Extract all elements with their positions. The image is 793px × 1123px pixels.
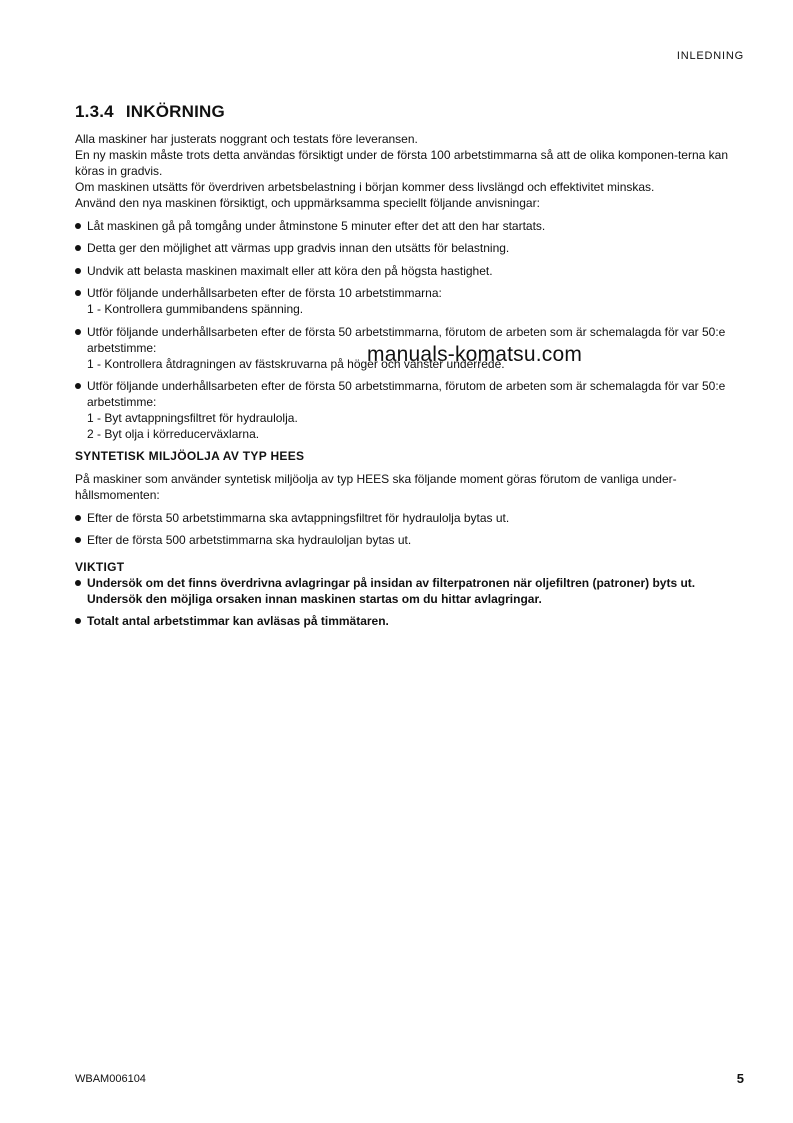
list-item [75,240,745,256]
important-notice [75,559,745,629]
list-item-text: Efter de första 500 arbetstimmarna ska hydrauloljan bytas ut. [87,533,412,547]
list-item [75,378,745,442]
list-subitem: 1 - Byt avtappningsfiltret för hydraulolja. [87,411,298,425]
list-item [75,263,745,279]
hees-list [75,510,745,549]
bullet-icon [75,515,81,521]
list-item [75,510,745,526]
intro-paragraph: Alla maskiner har justerats noggrant och testats före leveransen. [75,132,418,146]
list-item-text: Utför följande underhållsarbeten efter de första 50 arbetstimmarna, förutom de arbeten som är schemalagda för var 50:e arbetstimme: [87,324,726,355]
important-list [75,575,745,629]
intro-paragraph: En ny maskin måste trots detta användas försiktigt under de första 100 arbetstimmarna så att de olika komponen-terna kan köras in gradvis. [75,148,729,178]
intro-paragraph: Om maskinen utsätts för överdriven arbetsbelastning i början kommer dess livslängd och effektivitet minskas. [75,180,655,194]
list-subitem: 2 - Byt olja i körreducerväxlarna. [87,427,260,441]
break-in-instructions-list [75,218,745,443]
list-subitem: 1 - Kontrollera gummibandens spänning. [87,302,304,316]
watermark-text: manuals-komatsu.com [367,343,583,366]
page-number: 5 [736,1071,744,1086]
list-item [75,613,745,629]
bullet-icon [75,223,81,229]
intro-paragraphs [75,131,745,211]
list-item-continuation: Undersök den möjliga orsaken innan maskinen startas om du hittar avlagringar. [87,592,542,606]
section-title: INKÖRNING [125,102,225,121]
hees-intro: På maskiner som använder syntetisk miljöolja av typ HEES ska följande moment göras förutom de vanliga under-hållsmomenten: [75,472,677,502]
list-item-text: Låt maskinen gå på tomgång under åtminstone 5 minuter efter det att den har startats. [87,218,546,233]
intro-paragraph: Använd den nya maskinen försiktigt, och uppmärksamma speciellt följande anvisningar: [75,196,540,210]
list-item-text: Undvik att belasta maskinen maximalt eller att köra den på högsta hastighet. [87,263,493,278]
list-item-text: Utför följande underhållsarbeten efter de första 10 arbetstimmarna: [87,286,442,300]
list-item-text: Efter de första 50 arbetstimmarna ska avtappningsfiltret för hydraulolja bytas ut. [87,510,510,525]
bullet-icon [75,268,81,274]
bullet-icon [75,580,81,586]
list-item [75,218,745,234]
bullet-icon [75,383,81,389]
list-item-text: Undersök om det finns överdrivna avlagringar på insidan av filterpatronen när oljefiltren (patroner) byts ut. [87,576,696,590]
list-item-text: Detta ger den möjlighet att värmas upp gradvis innan den utsätts för belastning. [87,241,510,255]
section-number: 1.3.4 [75,102,114,121]
bullet-icon [75,618,81,624]
bullet-icon [75,537,81,543]
bullet-icon [75,290,81,296]
list-item [75,575,745,607]
running-header: INLEDNING [676,50,744,62]
important-title: VIKTIGT [75,560,125,574]
list-item-text: Utför följande underhållsarbeten efter de första 50 arbetstimmarna, förutom de arbeten som är schemalagda för var 50:e arbetstimme: [87,379,726,409]
list-item-text: Totalt antal arbetstimmar kan avläsas på timmätaren. [87,614,389,628]
list-item [75,532,745,548]
hees-heading: SYNTETISK MILJÖOLJA AV TYP HEES [75,449,305,463]
bullet-icon [75,245,81,251]
page-content [75,131,745,629]
section-heading [75,102,225,122]
document-code: WBAM006104 [75,1073,146,1085]
bullet-icon [75,329,81,335]
list-item [75,285,745,317]
list-subitem: 1 - Kontrollera åtdragningen av fästskruvarna på höger och vänster underrede. [87,356,505,371]
